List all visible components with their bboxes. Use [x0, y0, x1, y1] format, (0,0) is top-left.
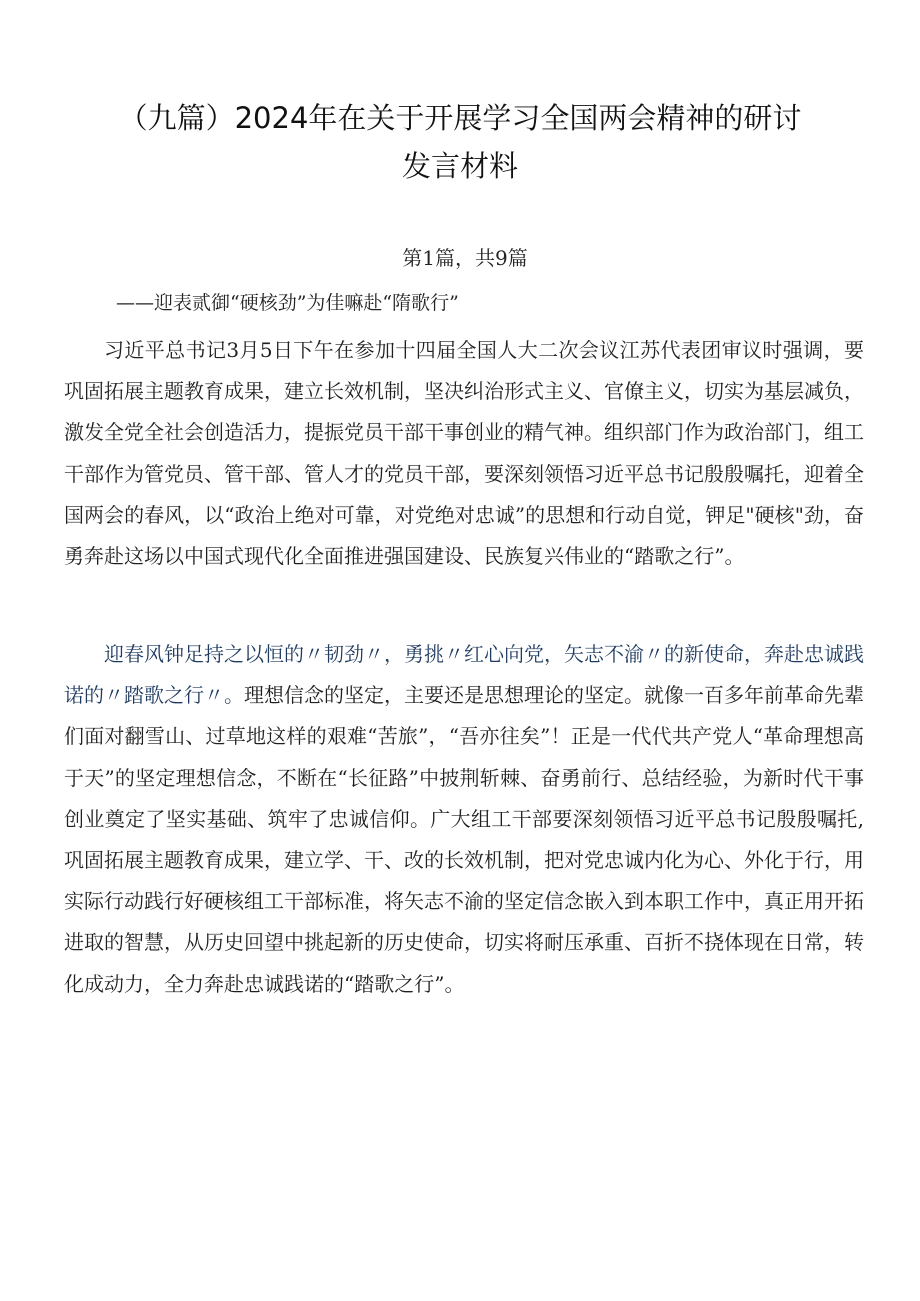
paragraph-2 [64, 634, 864, 1005]
paragraph-2-lead: 迎春风钟足持之以恒的〃韧劲〃，勇挑〃红心向党，矢志不渝〃的新使命，奔赴忠诚践诺的〃踏歌之行〃。 [64, 642, 864, 708]
part-label: 第1篇，共9篇 [402, 246, 528, 270]
paragraph-1: 习近平总书记3月5日下午在参加十四届全国人大二次会议江苏代表团审议时强调，要巩固拓展主题教育成果，建立长效机制，坚决纠治形式主义、官僚主义，切实为基层减负，激发全党全社会创造活力，提振党员干部干事创业的精气神。组织部门作为政治部门，组工干部作为管党员、管干部、管人才的党员干部，要深刻领悟习近平总书记殷殷嘱托，迎着全国两会的春风，以“政治上绝对可靠，对党绝对忠诚”的思想和行动自觉，钾足"硬核"劲，奋勇奔赴这场以中国式现代化全面推进强国建设、民族复兴伟业的“踏歌之行”。 [64, 338, 864, 569]
subtitle: ——迎表贰御“硬核劲”为佳嘛赴“隋歌行” [116, 292, 459, 314]
document-title [60, 94, 860, 190]
title-line-2: 发言材料 [401, 149, 518, 183]
paragraph-2-body: 理想信念的坚定，主要还是思想理论的坚定。就像一百多年前革命先辈们面对翻雪山、过草地这样的艰难“苦旅”，“吾亦往矣”！正是一代代共产党人“革命理想高于天”的坚定理想信念，不断在“长征路”中披荆斩棘、奋勇前行、总结经验，为新时代干事创业奠定了坚实基础、筑牢了忠诚信仰。广大组工干部要深刻领悟习近平总书记殷殷嘱托,巩固拓展主题教育成果，建立学、干、改的长效机制，把对党忠诚内化为心、外化于行，用实际行动践行好硬核组工干部标准，将矢志不渝的坚定信念嵌入到本职工作中，真正用开拓进取的智慧，从历史回望中挑起新的历史使命，切实将耐压承重、百折不挠体现在日常，转化成动力，全力奔赴忠诚践诺的“踏歌之行”。 [64, 683, 864, 996]
title-line-1: （九篇）2024年在关于开展学习全国两会精神的研讨 [118, 101, 802, 135]
